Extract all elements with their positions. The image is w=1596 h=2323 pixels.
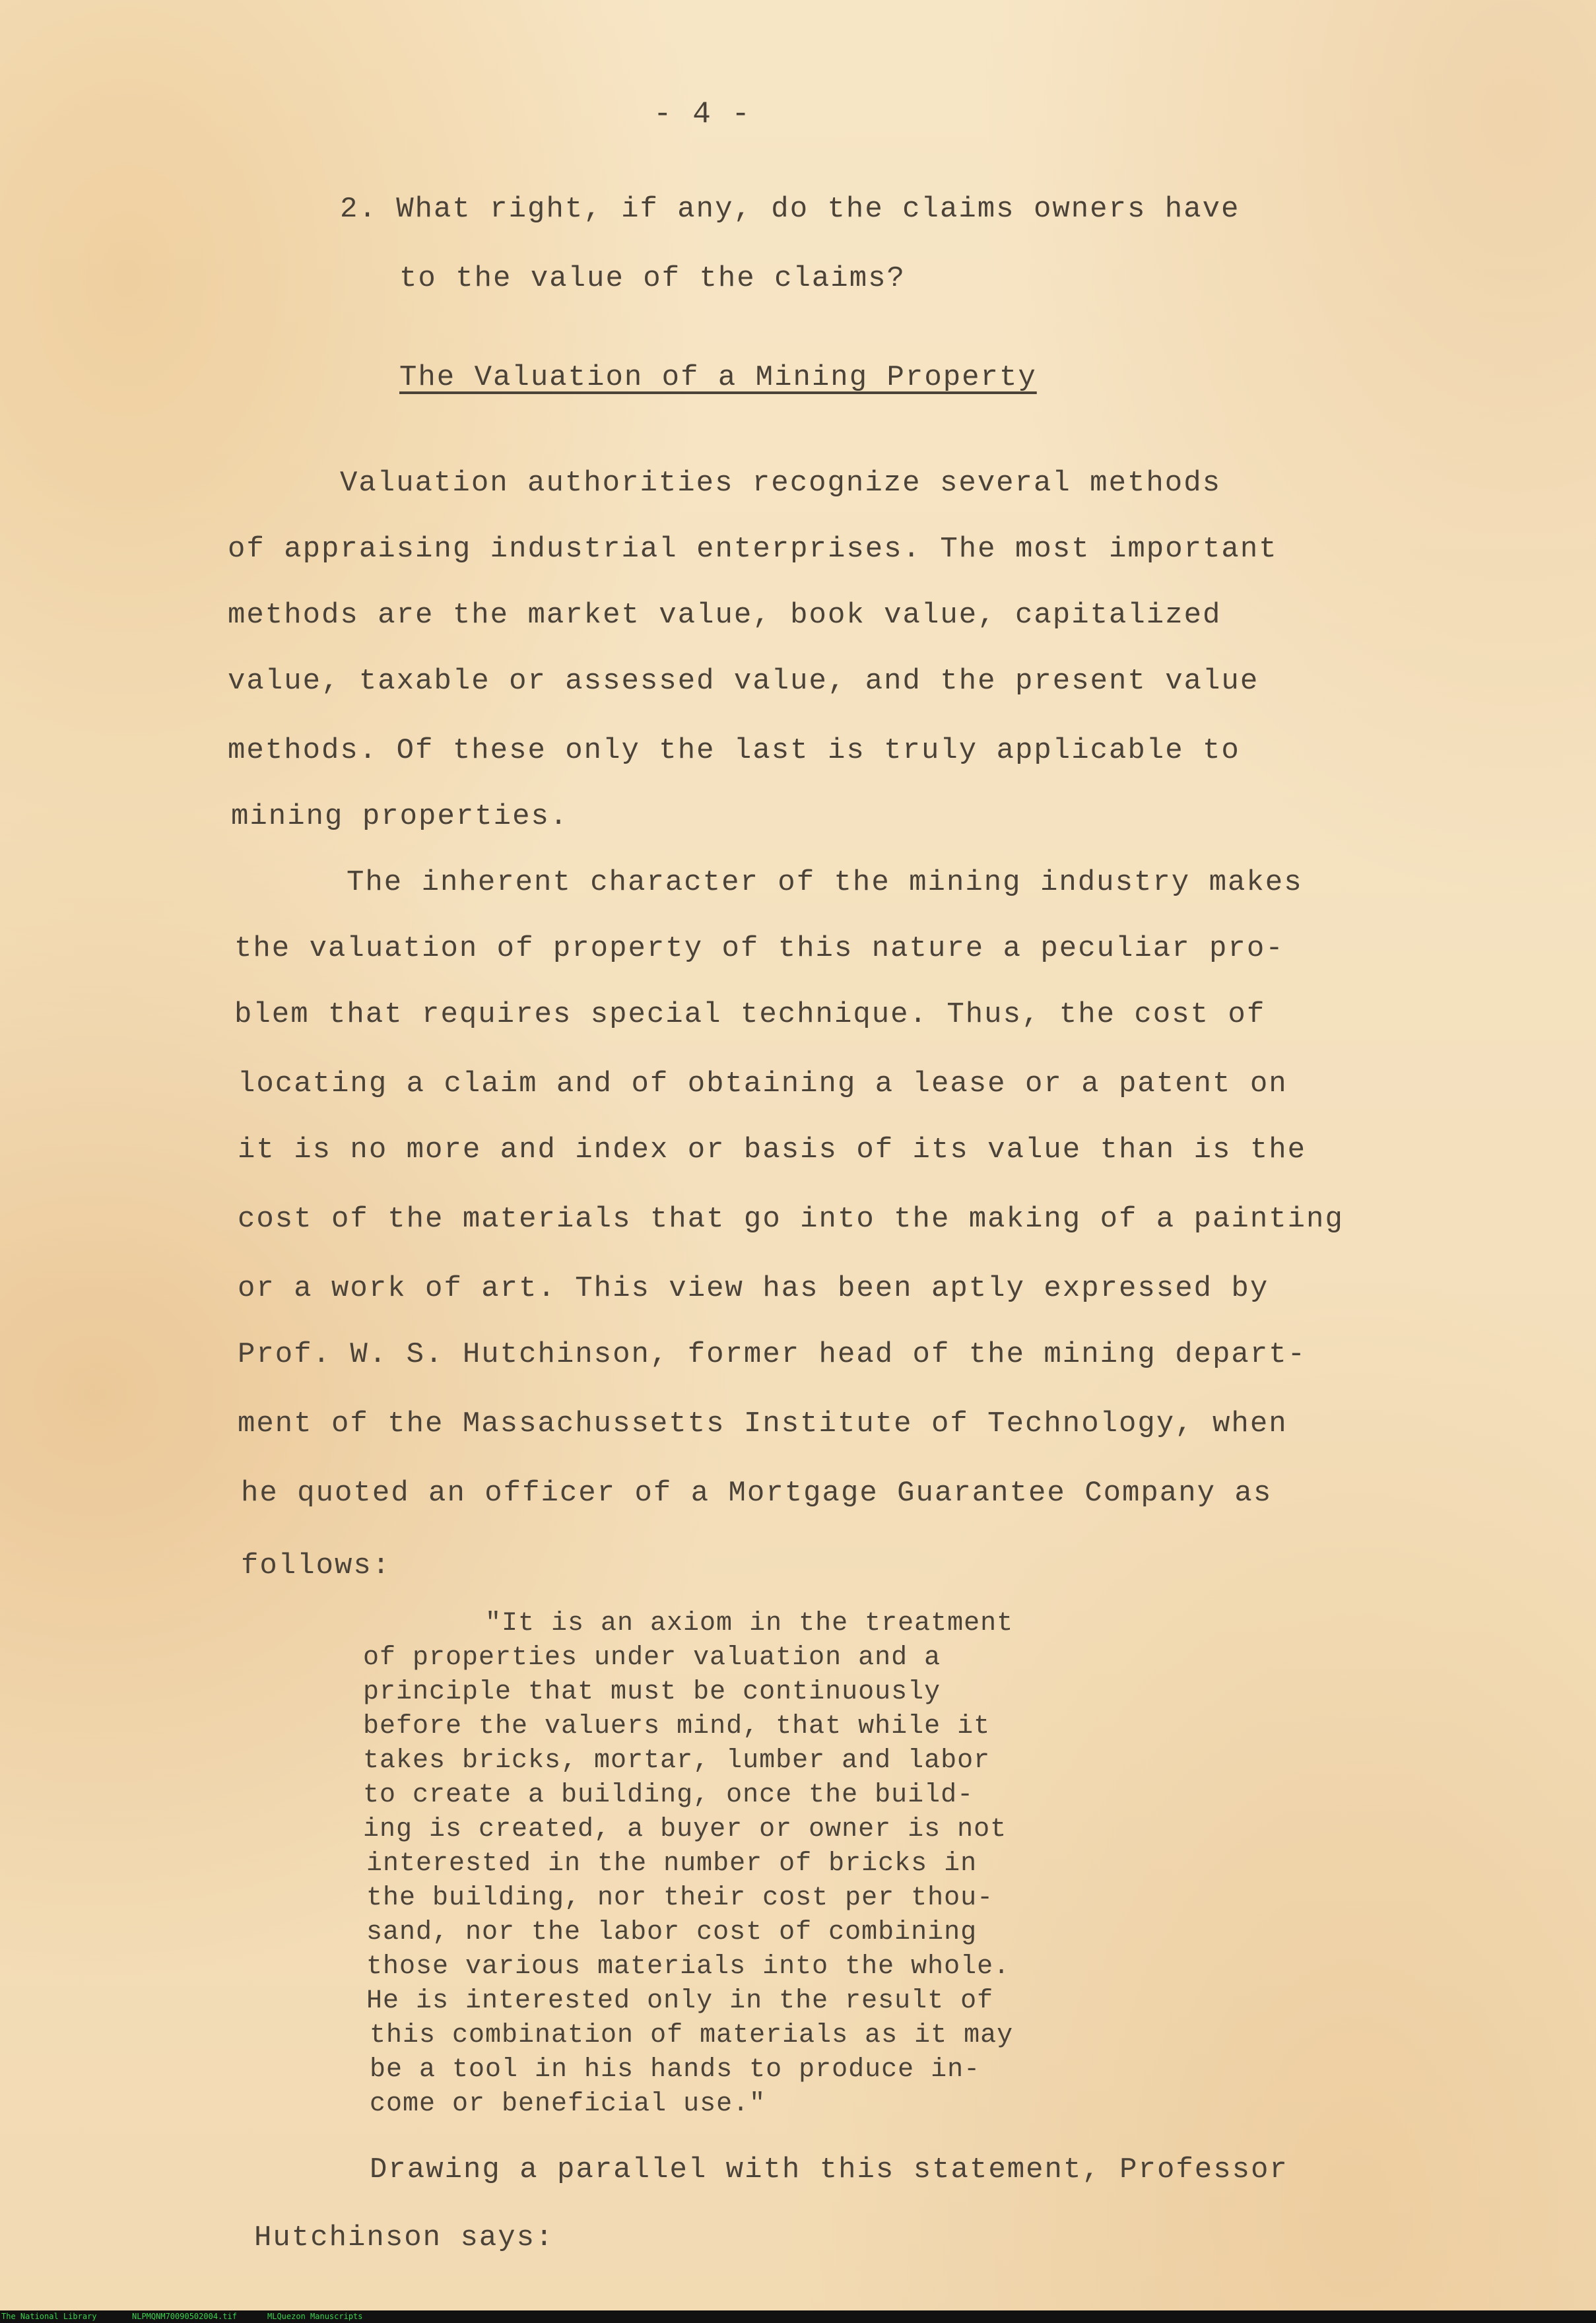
question-line: 2. What right, if any, do the claims owners have bbox=[340, 193, 1240, 226]
paragraph-line: cost of the materials that go into the making of a painting bbox=[238, 1203, 1344, 1236]
paragraph-line: locating a claim and of obtaining a lease or a patent on bbox=[238, 1067, 1288, 1100]
paragraph-line: Prof. W. S. Hutchinson, former head of the mining depart- bbox=[238, 1338, 1307, 1371]
quote-line: to create a building, once the build- bbox=[363, 1780, 974, 1810]
quote-line: interested in the number of bricks in bbox=[366, 1849, 978, 1879]
paragraph-line: it is no more and index or basis of its value than is the bbox=[238, 1133, 1307, 1166]
quote-line: before the valuers mind, that while it bbox=[363, 1712, 991, 1741]
paragraph-line: value, taxable or assessed value, and the present value bbox=[228, 665, 1259, 698]
quote-line: the building, nor their cost per thou- bbox=[366, 1883, 994, 1913]
paragraph-line: blem that requires special technique. Thus, the cost of bbox=[234, 998, 1266, 1031]
paragraph-line: mining properties. bbox=[231, 800, 569, 833]
quote-line: those various materials into the whole. bbox=[366, 1952, 1011, 1982]
quote-line: ing is created, a buyer or owner is not bbox=[363, 1815, 1007, 1844]
paragraph-line: methods. Of these only the last is truly applicable to bbox=[228, 734, 1240, 767]
quote-line: principle that must be continuously bbox=[363, 1677, 941, 1707]
quote-line: sand, nor the labor cost of combining bbox=[366, 1918, 978, 1947]
paragraph-line: Hutchinson says: bbox=[254, 2221, 554, 2254]
scan-footer-bar bbox=[0, 2310, 1596, 2323]
footer-source: The National Library bbox=[1, 2312, 97, 2321]
footer-collection: MLQuezon Manuscripts bbox=[267, 2312, 363, 2321]
paragraph-line: of appraising industrial enterprises. The most important bbox=[228, 533, 1278, 566]
paragraph-line: or a work of art. This view has been aptly expressed by bbox=[238, 1272, 1269, 1305]
page-number: - 4 - bbox=[653, 97, 752, 131]
paragraph-line: Valuation authorities recognize several methods bbox=[340, 467, 1222, 500]
quote-line: this combination of materials as it may bbox=[370, 2021, 1014, 2050]
quote-line: of properties under valuation and a bbox=[363, 1643, 941, 1673]
paragraph-line: Drawing a parallel with this statement, Professor bbox=[370, 2153, 1288, 2186]
paragraph-line: methods are the market value, book value, capitalized bbox=[228, 599, 1222, 632]
paragraph-line: ment of the Massachussetts Institute of Technology, when bbox=[238, 1407, 1288, 1440]
quote-line: He is interested only in the result of bbox=[366, 1986, 994, 2016]
quote-line: be a tool in his hands to produce in- bbox=[370, 2055, 981, 2085]
paragraph-line: he quoted an officer of a Mortgage Guarantee Company as bbox=[241, 1477, 1273, 1510]
quote-line: come or beneficial use." bbox=[370, 2089, 766, 2119]
question-line: to the value of the claims? bbox=[399, 262, 906, 295]
quote-line: "It is an axiom in the treatment bbox=[485, 1609, 1014, 1638]
quote-line: takes bricks, mortar, lumber and labor bbox=[363, 1746, 991, 1776]
paragraph-line: follows: bbox=[241, 1549, 391, 1582]
paragraph-line: The inherent character of the mining industry makes bbox=[347, 866, 1303, 899]
paragraph-line: the valuation of property of this nature a peculiar pro- bbox=[234, 932, 1284, 965]
section-heading: The Valuation of a Mining Property bbox=[399, 361, 1037, 394]
footer-file-name: NLPMQNM70090502004.tif bbox=[132, 2312, 237, 2321]
